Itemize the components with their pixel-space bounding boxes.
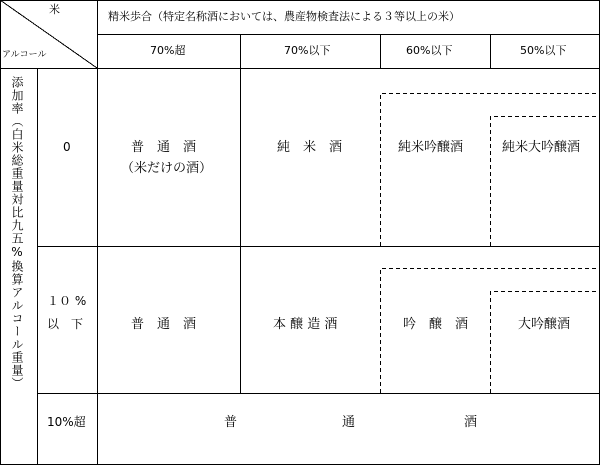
corner-rice-label: 米 xyxy=(49,3,60,16)
dashed-daiginjo-region-row0 xyxy=(491,117,600,247)
row-label-10-percent: １０ % xyxy=(47,294,87,308)
cell-ginjo: 吟 醸 酒 xyxy=(403,317,469,332)
row-label-over-10: 10%超 xyxy=(47,415,86,429)
col-header-over70: 70%超 xyxy=(150,44,186,57)
addition-rate-vertical-label: 添加率（白米総重量対比九五%換算アルコール重量） xyxy=(10,76,24,390)
cell-futsushu-row1: 普 通 酒 xyxy=(131,317,197,332)
col-header-70-or-less: 70%以下 xyxy=(284,44,331,57)
cell-honjozo: 本 醸 造 酒 xyxy=(273,317,338,332)
corner-alcohol-label: アルコール xyxy=(2,50,47,60)
cell-futsushu-row0: 普 通 酒 xyxy=(131,140,197,155)
polish-ratio-title: 精米歩合（特定名称酒においては、農産物検査法による３等以上の米） xyxy=(108,10,460,23)
cell-futsushu-span-char2: 通 xyxy=(342,415,356,430)
cell-futsushu-span-char1: 普 xyxy=(224,415,238,430)
cell-futsushu-span-char3: 酒 xyxy=(464,415,478,430)
row-label-zero: 0 xyxy=(63,140,71,154)
cell-junmaishu: 純 米 酒 xyxy=(277,140,343,155)
row-label-or-less: 以 下 xyxy=(47,317,84,331)
col-header-60-or-less: 60%以下 xyxy=(406,44,453,57)
table-border xyxy=(1,1,600,465)
col-header-50-or-less: 50%以下 xyxy=(520,44,567,57)
cell-daiginjo: 大吟醸酒 xyxy=(518,317,571,332)
cell-rice-only-note: （米だけの酒） xyxy=(121,161,213,176)
cell-junmai-daiginjo: 純米大吟醸酒 xyxy=(502,140,581,155)
cell-junmai-ginjo: 純米吟醸酒 xyxy=(398,140,464,155)
dashed-daiginjo-region-row1 xyxy=(491,292,600,394)
